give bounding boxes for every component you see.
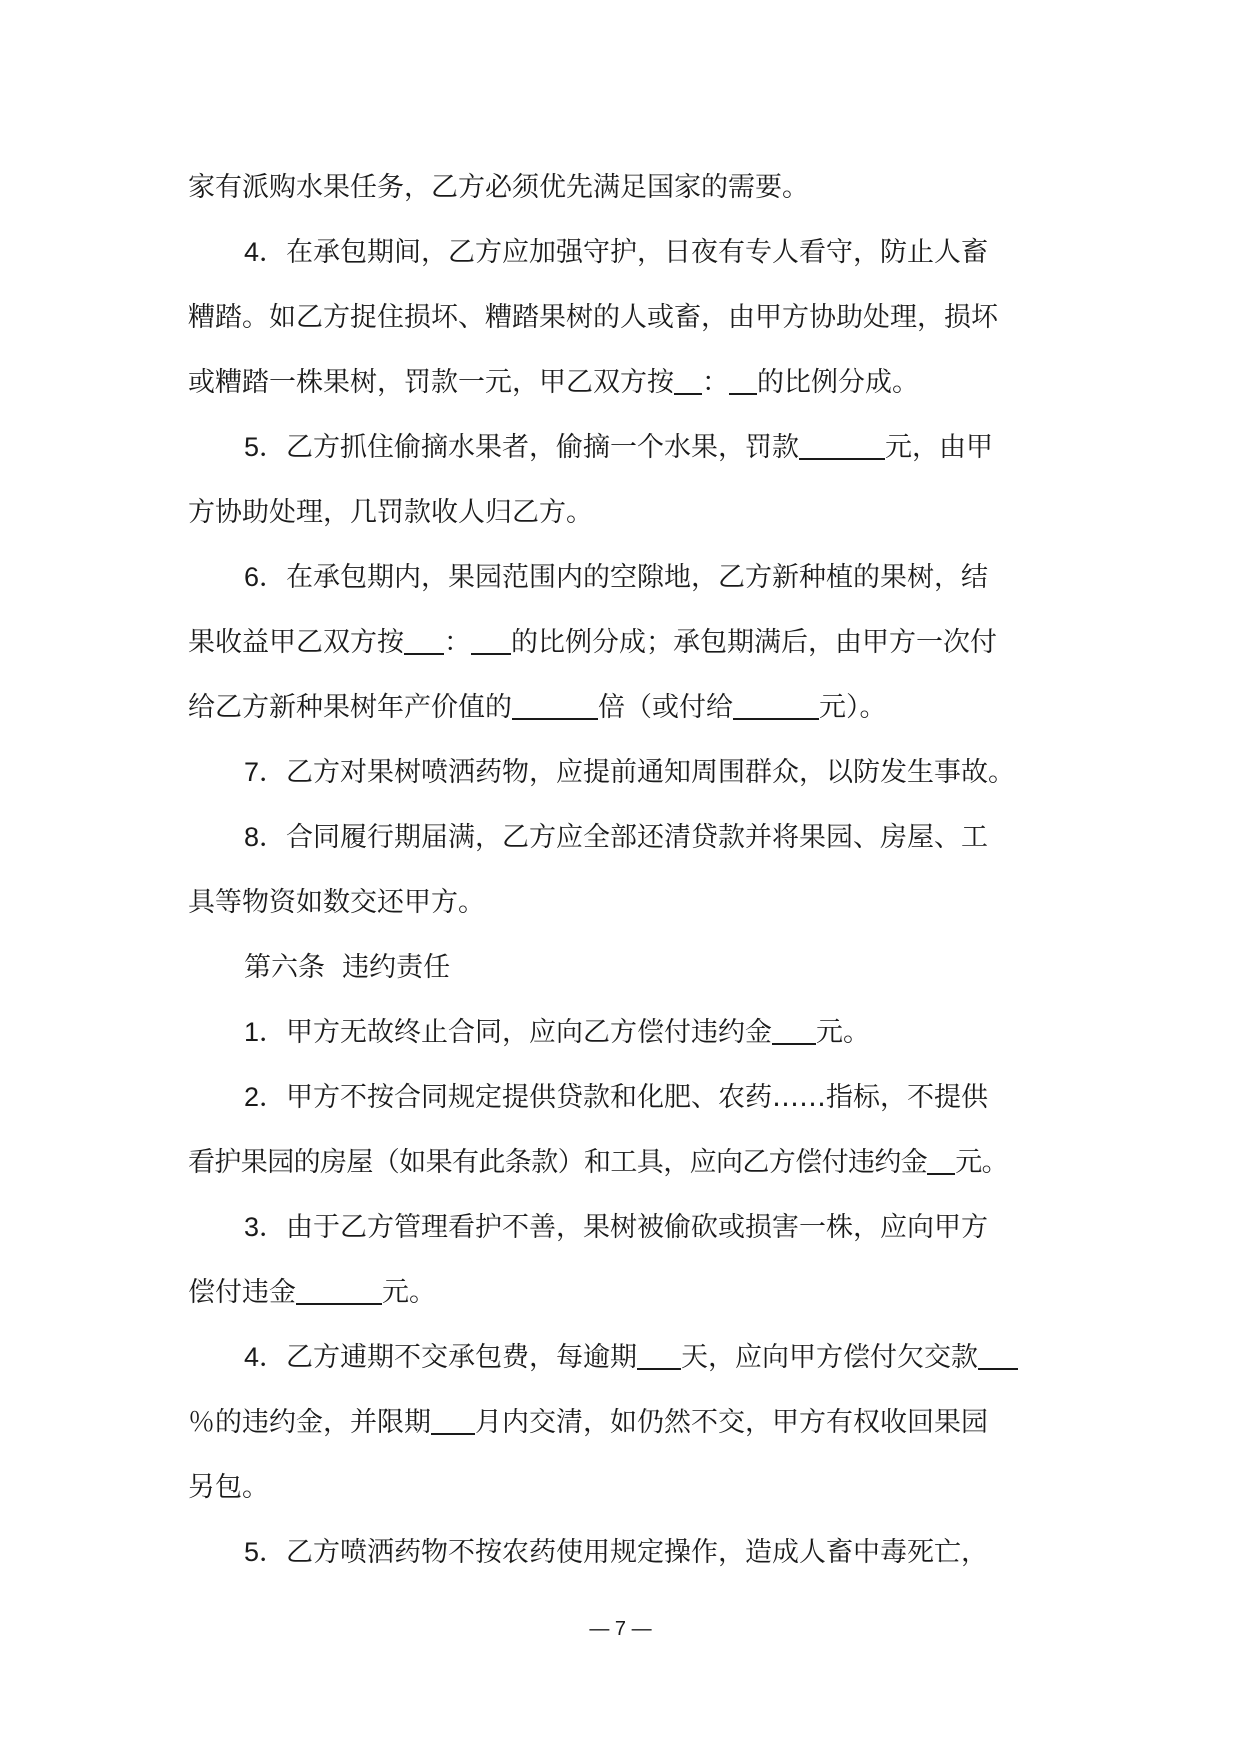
liability-clause-1: 1．甲方无故终止合同，应向乙方偿付违约金 元。 <box>188 1000 1054 1065</box>
clause-number: 6． <box>244 562 287 592</box>
blank-field <box>404 623 444 655</box>
contract-body <box>188 155 1054 1585</box>
blank-field <box>471 623 511 655</box>
text-line: 看护果园的房屋（如果有此条款）和工具，应向乙方偿付违约金 元。 <box>188 1130 1054 1195</box>
clause-7-line: 7．乙方对果树喷洒药物，应提前通知周围群众，以防发生事故。 <box>244 757 1016 788</box>
blank-field <box>431 1403 475 1435</box>
clause-8-line-1: 8．合同履行期届满，乙方应全部还清贷款并将果园、房屋、工 <box>244 822 989 853</box>
text-line: 具等物资如数交还甲方。 <box>188 887 485 918</box>
page-number: — 7 — <box>589 1618 652 1640</box>
clause-number: 8． <box>244 822 287 852</box>
clause-number: 5． <box>244 432 287 462</box>
liability-clause-3-line-1: 3．由于乙方管理看护不善，果树被偷砍或损害一株，应向甲方 <box>244 1212 989 1243</box>
blank-field <box>296 1273 382 1305</box>
clause-5-line-1: 5．乙方抓住偷摘水果者，偷摘一个水果，罚款 元，由甲 <box>188 415 1054 480</box>
text-line: 另包。 <box>188 1472 269 1503</box>
text-line: 果收益甲乙双方按 ： 的比例分成；承包期满后，由甲方一次付 <box>188 610 1054 675</box>
text-line: ％的违约金，并限期 月内交清，如仍然不交，甲方有权收回果园 <box>188 1390 1054 1455</box>
text-line: 方协助处理，几罚款收人归乙方。 <box>188 497 593 528</box>
blank-field <box>637 1338 681 1370</box>
liability-clause-2-line-1: 2．甲方不按合同规定提供贷款和化肥、农药……指标，不提供 <box>244 1082 989 1113</box>
blank-field <box>674 363 702 395</box>
clause-number: 1． <box>244 1017 287 1047</box>
clause-number: 4． <box>244 237 287 267</box>
clause-4-line-1: 4．在承包期间，乙方应加强守护，日夜有专人看守，防止人畜 <box>244 237 989 268</box>
text-line: 或糟踏一株果树，罚款一元，甲乙双方按 ： 的比例分成。 <box>188 350 1054 415</box>
clause-number: 7． <box>244 757 287 787</box>
clause-6-line-1: 6．在承包期内，果园范围内的空隙地，乙方新种植的果树，结 <box>244 562 989 593</box>
text-line: 偿付违金 元。 <box>188 1260 1054 1325</box>
blank-field <box>978 1338 1018 1370</box>
text-line: 家有派购水果任务，乙方必须优先满足国家的需要。 <box>188 172 809 203</box>
text-line: 给乙方新种果树年产价值的 倍（或付给 元）。 <box>188 675 1054 740</box>
clause-number: 2． <box>244 1082 287 1112</box>
clause-number: 5． <box>244 1537 287 1567</box>
article-heading: 第六条 违约责任 <box>244 952 451 983</box>
liability-clause-5-line-1: 5．乙方喷洒药物不按农药使用规定操作，造成人畜中毒死亡， <box>244 1537 989 1568</box>
blank-field <box>729 363 757 395</box>
blank-field <box>733 688 819 720</box>
blank-field <box>927 1143 955 1175</box>
liability-clause-4-line-1: 4．乙方逋期不交承包费，每逾期 天，应向甲方偿付欠交款 <box>188 1325 1054 1390</box>
text-line: 糟踏。如乙方捉住损坏、糟踏果树的人或畜，由甲方协助处理，损坏 <box>188 302 998 333</box>
blank-field <box>772 1013 816 1045</box>
blank-field <box>512 688 598 720</box>
blank-field <box>799 428 885 460</box>
clause-number: 3． <box>244 1212 287 1242</box>
clause-number: 4． <box>244 1342 287 1372</box>
